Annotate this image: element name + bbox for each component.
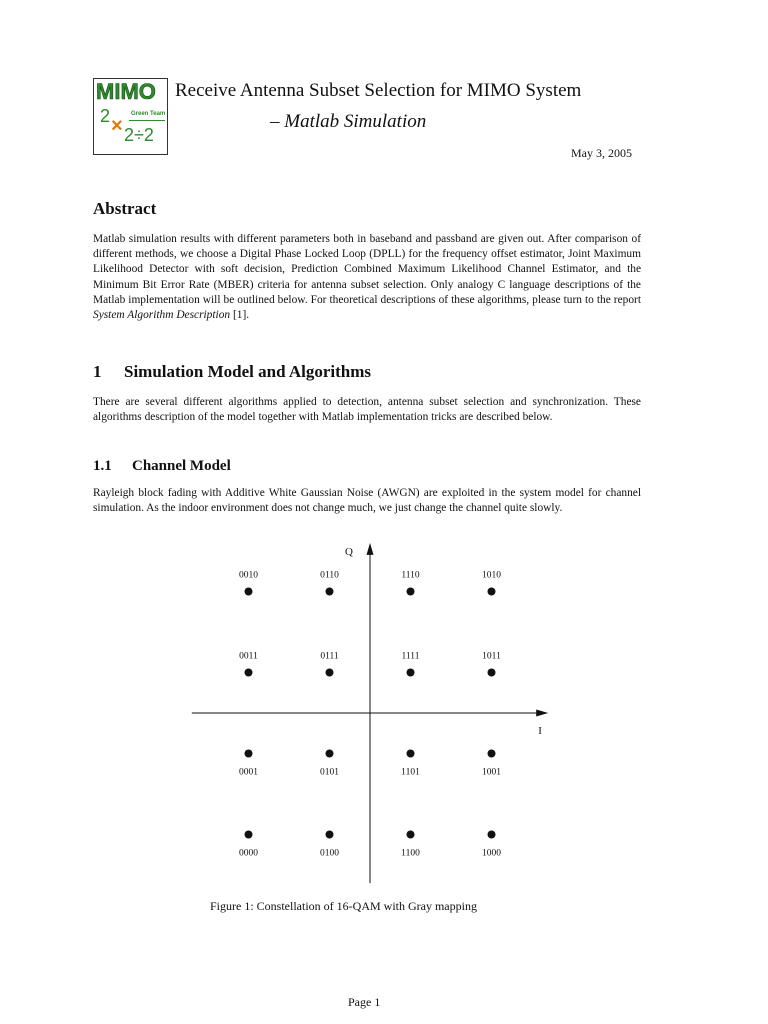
y-axis-label: Q [345,545,353,558]
subsection-title: Channel Model [132,458,231,474]
constellation-point [245,588,253,596]
document-date: May 3, 2005 [571,146,632,160]
abstract-reference-tail: [1]. [230,309,250,322]
constellation-point [488,831,496,839]
constellation-point [326,588,334,596]
constellation-point [407,750,415,758]
logo-right-number: 2÷2 [124,125,154,145]
logo-cross-icon: × [111,115,123,137]
constellation-point [326,831,334,839]
x-axis-label: I [538,725,542,737]
section-heading [93,362,371,382]
constellation-point [488,750,496,758]
section-text: There are several different algorithms applied to detection, antenna subset selection and synchronization. These algorithms description of the model together with Matlab implementation tricks are described below. [93,396,641,424]
point-label: 1001 [482,767,501,778]
point-label: 0011 [239,651,258,662]
logo-left-number: 2 [100,106,111,126]
y-axis-arrow-icon [367,543,374,555]
mimo-logo [93,78,168,155]
point-label: 1011 [482,651,501,662]
subsection-text: Rayleigh block fading with Additive White Gaussian Noise (AWGN) are exploited in the system model for channel simulation. As the indoor environment does not change much, we just change the channel quite slowly. [93,487,641,515]
abstract-body: Matlab simulation results with different parameters both in baseband and passband are given out. After comparison of different methods, we choose a Digital Phase Locked Loop (DPLL) for the frequency offset estimator, Joint Maximum Likelihood Detector with soft decision, Prediction Combined Maximum Likelihood Channel Estimator, and the Minimum Bit Error Rate (MBER) criteria for antenna subset selection. Only analogy C language descriptions of the Matlab implementation will be outlined below. For theoretical descriptions of these algorithms, please turn to the report [93,233,641,306]
point-label: 0001 [239,767,258,778]
point-label: 0010 [239,570,258,581]
point-label: 0000 [239,848,258,859]
logo-mimo-text: MIMO [96,79,156,104]
constellation-point [245,750,253,758]
constellation-point [407,588,415,596]
section-title: Simulation Model and Algorithms [124,362,372,381]
abstract-text [93,232,641,323]
logo-divider [129,120,165,121]
constellation-point [326,750,334,758]
page-subtitle: – Matlab Simulation [270,111,427,132]
constellation-point [326,669,334,677]
figure-caption: Figure 1: Constellation of 16-QAM with Gray mapping [210,899,477,913]
constellation-point [245,831,253,839]
point-label: 1100 [401,848,420,859]
abstract-heading: Abstract [93,199,157,218]
constellation-point [488,669,496,677]
abstract-reference-title: System Algorithm Description [93,309,231,322]
logo-team-text: Green Team [131,111,166,117]
point-label: 1010 [482,570,501,581]
subsection-heading [93,458,231,475]
constellation-point [407,669,415,677]
page-title: Receive Antenna Subset Selection for MIMO System [175,80,582,101]
section-number: 1 [93,362,102,381]
constellation-point [488,588,496,596]
point-label: 1101 [401,767,420,778]
point-label: 0110 [320,570,339,581]
point-label: 0111 [320,651,339,662]
constellation-point [245,669,253,677]
point-label: 1111 [401,651,420,662]
subsection-number: 1.1 [93,458,112,474]
point-label: 0100 [320,848,339,859]
x-axis-arrow-icon [536,710,548,717]
point-label: 1000 [482,848,501,859]
constellation-point [407,831,415,839]
point-label: 0101 [320,767,339,778]
constellation-chart [180,532,560,894]
page-number: Page 1 [348,995,381,1009]
point-label: 1110 [401,570,420,581]
